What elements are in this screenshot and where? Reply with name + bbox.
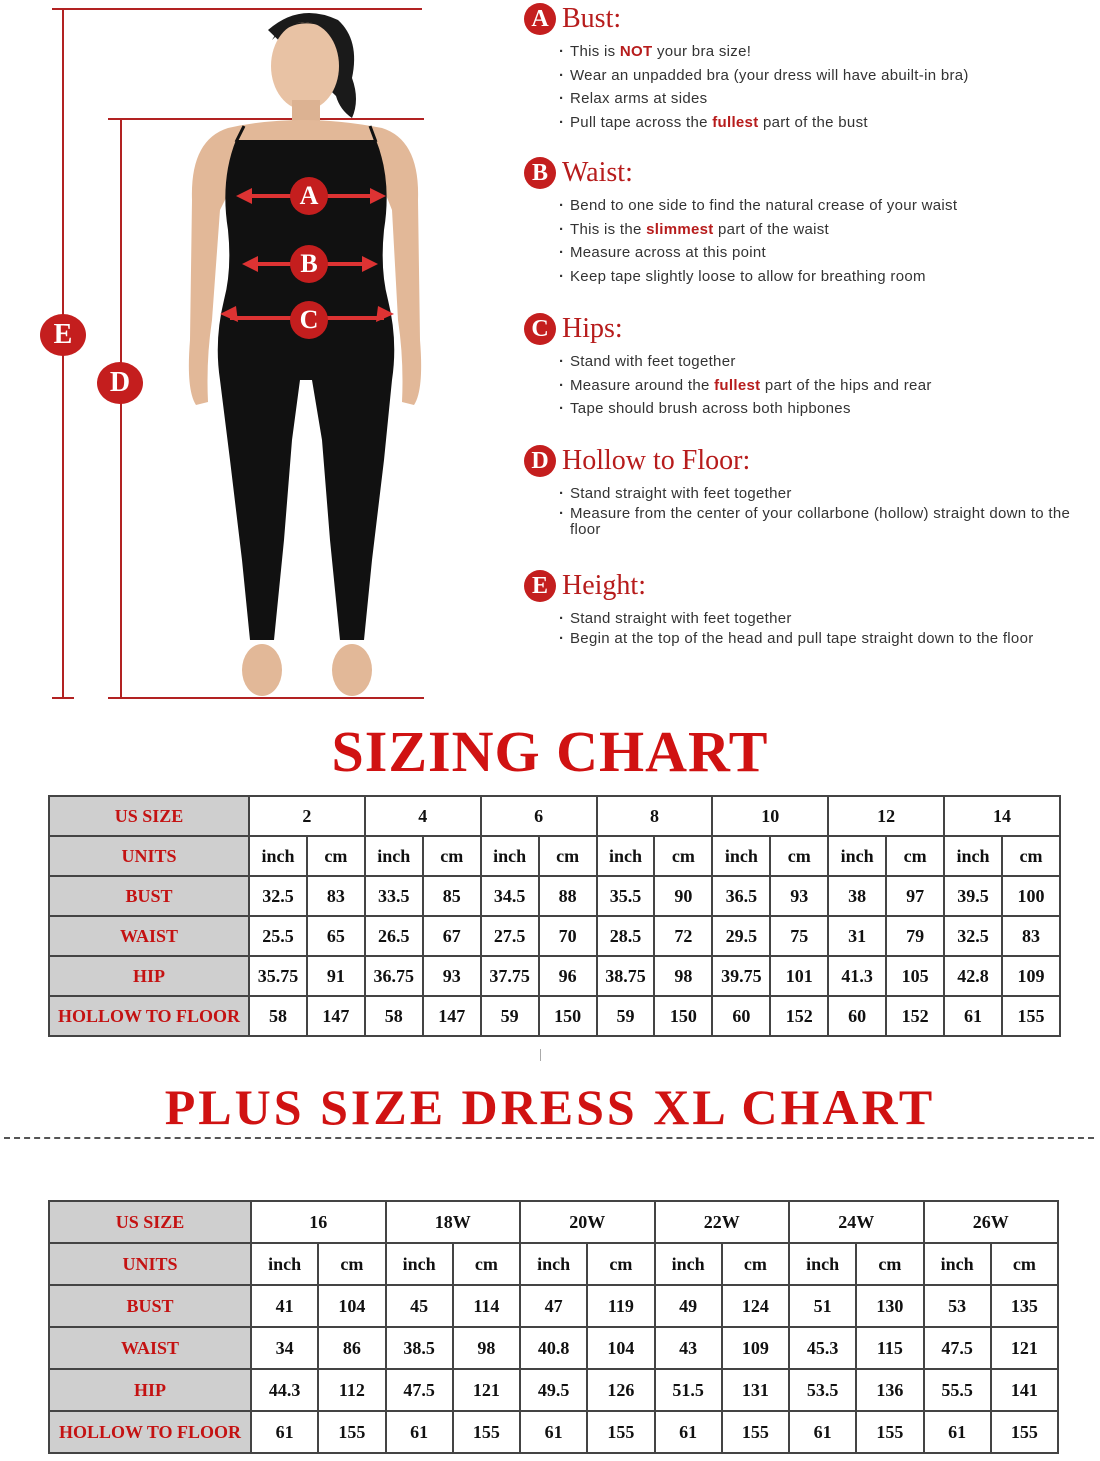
unit-inch: inch — [789, 1243, 856, 1285]
table-cell: 121 — [453, 1369, 520, 1411]
table-cell: 32.5 — [249, 876, 307, 916]
unit-cm: cm — [318, 1243, 385, 1285]
size-header: 6 — [481, 796, 597, 836]
section-badge: B — [524, 157, 556, 189]
table-row — [49, 796, 1060, 836]
table-cell: 97 — [886, 876, 944, 916]
table-cell: 28.5 — [597, 916, 655, 956]
instruction-item — [570, 350, 1089, 374]
instruction-item — [570, 218, 1089, 242]
table-cell: 40.8 — [520, 1327, 587, 1369]
table-cell: 141 — [991, 1369, 1058, 1411]
table-cell: 83 — [307, 876, 365, 916]
table-cell: 49 — [655, 1285, 722, 1327]
table-cell: 53.5 — [789, 1369, 856, 1411]
table-cell: 49.5 — [520, 1369, 587, 1411]
table-cell: 155 — [453, 1411, 520, 1453]
instruction-item — [570, 482, 1089, 506]
table-cell: 47.5 — [924, 1327, 991, 1369]
table-cell: 115 — [856, 1327, 923, 1369]
sizing-chart-title: SIZING CHART — [331, 719, 769, 784]
unit-inch: inch — [712, 836, 770, 876]
instruction-text: Tape should brush across both hipbones — [570, 400, 851, 417]
size-header: 4 — [365, 796, 481, 836]
unit-inch: inch — [520, 1243, 587, 1285]
table-cell: 59 — [481, 996, 539, 1036]
table-cell: 58 — [365, 996, 423, 1036]
table-cell: 155 — [991, 1411, 1058, 1453]
table-cell: 41 — [251, 1285, 318, 1327]
table-cell: 121 — [991, 1327, 1058, 1369]
table-cell: 47 — [520, 1285, 587, 1327]
instruction-item — [570, 40, 1089, 64]
marker-e: E — [40, 314, 86, 356]
table-cell: 91 — [307, 956, 365, 996]
table-cell: 38 — [828, 876, 886, 916]
table-cell: 101 — [770, 956, 828, 996]
unit-inch: inch — [481, 836, 539, 876]
table-row — [49, 836, 1060, 876]
table-row — [49, 1327, 1058, 1369]
table-cell: 60 — [712, 996, 770, 1036]
table-cell: 35.5 — [597, 876, 655, 916]
unit-cm: cm — [722, 1243, 789, 1285]
instruction-list — [524, 40, 1089, 134]
section-title: Height: — [562, 570, 646, 601]
plus-size-chart-table — [48, 1200, 1059, 1454]
instruction-list — [524, 607, 1089, 647]
table-cell: 67 — [423, 916, 481, 956]
instruction-text: Relax arms at sides — [570, 90, 708, 107]
table-row — [49, 1285, 1058, 1327]
table-cell: 38.5 — [386, 1327, 453, 1369]
table-row — [49, 1369, 1058, 1411]
table-cell: 150 — [539, 996, 597, 1036]
unit-cm: cm — [423, 836, 481, 876]
table-cell: 75 — [770, 916, 828, 956]
size-header: 10 — [712, 796, 828, 836]
table-row — [49, 876, 1060, 916]
unit-inch: inch — [828, 836, 886, 876]
table-cell: 136 — [856, 1369, 923, 1411]
row-header-us-size: US SIZE — [49, 796, 249, 836]
instruction-text: Measure around the — [570, 376, 715, 394]
measurement-figure — [0, 0, 500, 710]
table-cell: 126 — [587, 1369, 654, 1411]
instruction-text: Wear an unpadded bra (your dress will have abuilt-in bra) — [570, 66, 969, 84]
table-cell: 53 — [924, 1285, 991, 1327]
table-cell: 152 — [770, 996, 828, 1036]
table-cell: 60 — [828, 996, 886, 1036]
section-hollowtofloor — [524, 444, 1089, 542]
instruction-item — [570, 194, 1089, 218]
table-cell: 98 — [453, 1327, 520, 1369]
section-badge: A — [524, 3, 556, 35]
section-title: Waist: — [562, 157, 633, 188]
table-cell: 59 — [597, 996, 655, 1036]
row-header-bust: BUST — [49, 1285, 251, 1327]
table-cell: 51.5 — [655, 1369, 722, 1411]
highlight-text: slimmest — [646, 220, 714, 238]
instruction-text: part of the hips and rear — [760, 376, 932, 394]
size-header: 8 — [597, 796, 713, 836]
table-cell: 26.5 — [365, 916, 423, 956]
unit-cm: cm — [770, 836, 828, 876]
marker-a: A — [290, 177, 328, 215]
table-cell: 29.5 — [712, 916, 770, 956]
instruction-item — [570, 87, 1089, 111]
table-cell: 109 — [722, 1327, 789, 1369]
instruction-item — [570, 506, 1089, 538]
table-cell: 31 — [828, 916, 886, 956]
row-header-hollow-to-floor: HOLLOW TO FLOOR — [49, 1411, 251, 1453]
section-header — [524, 444, 1089, 478]
table-cell: 35.75 — [249, 956, 307, 996]
table-cell: 104 — [318, 1285, 385, 1327]
table-cell: 112 — [318, 1369, 385, 1411]
table-cell: 155 — [856, 1411, 923, 1453]
unit-cm: cm — [1002, 836, 1060, 876]
table-cell: 37.75 — [481, 956, 539, 996]
table-cell: 100 — [1002, 876, 1060, 916]
marker-c: C — [290, 301, 328, 339]
size-header: 16 — [251, 1201, 386, 1243]
unit-cm: cm — [587, 1243, 654, 1285]
instruction-text: Stand with feet together — [570, 353, 736, 370]
instruction-text: Measure across at this point — [570, 244, 766, 261]
table-cell: 45 — [386, 1285, 453, 1327]
table-cell: 105 — [886, 956, 944, 996]
table-cell: 51 — [789, 1285, 856, 1327]
separator-tick — [540, 1049, 541, 1061]
unit-inch: inch — [251, 1243, 318, 1285]
table-cell: 150 — [654, 996, 712, 1036]
instruction-item — [570, 607, 1089, 631]
table-cell: 147 — [307, 996, 365, 1036]
instruction-text: Keep tape slightly loose to allow for breathing room — [570, 267, 926, 285]
table-cell: 32.5 — [944, 916, 1002, 956]
section-hips — [524, 312, 1089, 421]
table-cell: 109 — [1002, 956, 1060, 996]
unit-cm: cm — [654, 836, 712, 876]
marker-d: D — [97, 362, 143, 404]
table-cell: 155 — [587, 1411, 654, 1453]
instruction-list — [524, 350, 1089, 421]
instruction-item — [570, 397, 1089, 421]
section-badge: E — [524, 570, 556, 602]
table-cell: 25.5 — [249, 916, 307, 956]
table-cell: 90 — [654, 876, 712, 916]
section-height — [524, 569, 1089, 651]
instruction-text: Measure from the center of your collarbone (hollow) straight down to the floor — [570, 504, 1071, 538]
unit-cm: cm — [539, 836, 597, 876]
section-badge: D — [524, 445, 556, 477]
instruction-item — [570, 631, 1089, 647]
unit-inch: inch — [365, 836, 423, 876]
table-cell: 114 — [453, 1285, 520, 1327]
table-cell: 36.75 — [365, 956, 423, 996]
table-cell: 155 — [1002, 996, 1060, 1036]
table-row — [49, 916, 1060, 956]
unit-cm: cm — [856, 1243, 923, 1285]
size-header: 12 — [828, 796, 944, 836]
instruction-item — [570, 111, 1089, 135]
unit-cm: cm — [307, 836, 365, 876]
sizing-chart-table — [48, 795, 1061, 1037]
instruction-text: This is — [570, 43, 620, 60]
table-row — [49, 1201, 1058, 1243]
table-cell: 147 — [423, 996, 481, 1036]
instruction-text: This is the — [570, 220, 647, 238]
table-cell: 34 — [251, 1327, 318, 1369]
row-header-hollow-to-floor: HOLLOW TO FLOOR — [49, 996, 249, 1036]
row-header-hip: HIP — [49, 956, 249, 996]
unit-cm: cm — [991, 1243, 1058, 1285]
section-header — [524, 312, 1089, 346]
table-cell: 155 — [722, 1411, 789, 1453]
section-header — [524, 156, 1089, 190]
row-header-units: UNITS — [49, 836, 249, 876]
section-waist — [524, 156, 1089, 288]
instruction-text: Stand straight with feet together — [570, 610, 792, 627]
table-cell: 119 — [587, 1285, 654, 1327]
table-cell: 98 — [654, 956, 712, 996]
section-title: Bust: — [562, 3, 622, 34]
table-cell: 93 — [770, 876, 828, 916]
table-cell: 36.5 — [712, 876, 770, 916]
unit-cm: cm — [886, 836, 944, 876]
table-cell: 61 — [520, 1411, 587, 1453]
table-row — [49, 956, 1060, 996]
instruction-text: Bend to one side to find the natural crease of your waist — [570, 197, 958, 214]
table-cell: 33.5 — [365, 876, 423, 916]
instruction-text: Pull tape across the — [570, 113, 713, 131]
section-badge: C — [524, 313, 556, 345]
instruction-text: Begin at the top of the head and pull tape straight down to the floor — [570, 629, 1034, 647]
size-header: 20W — [520, 1201, 655, 1243]
table-cell: 124 — [722, 1285, 789, 1327]
table-cell: 93 — [423, 956, 481, 996]
table-cell: 83 — [1002, 916, 1060, 956]
table-cell: 34.5 — [481, 876, 539, 916]
unit-inch: inch — [924, 1243, 991, 1285]
table-cell: 70 — [539, 916, 597, 956]
instruction-text: Stand straight with feet together — [570, 485, 792, 502]
woman-silhouette — [0, 0, 500, 710]
instruction-text: your bra size! — [652, 43, 752, 60]
table-cell: 104 — [587, 1327, 654, 1369]
table-cell: 152 — [886, 996, 944, 1036]
table-cell: 88 — [539, 876, 597, 916]
unit-inch: inch — [655, 1243, 722, 1285]
unit-inch: inch — [597, 836, 655, 876]
table-cell: 41.3 — [828, 956, 886, 996]
marker-b: B — [290, 245, 328, 283]
highlight-text: fullest — [712, 113, 759, 131]
table-cell: 72 — [654, 916, 712, 956]
instruction-item — [570, 374, 1089, 398]
dashed-divider — [4, 1137, 1094, 1139]
instruction-item — [570, 265, 1089, 289]
instruction-text: part of the bust — [758, 113, 868, 131]
instruction-item — [570, 64, 1089, 88]
table-cell: 47.5 — [386, 1369, 453, 1411]
instruction-text: part of the waist — [713, 220, 830, 238]
instruction-item — [570, 241, 1089, 265]
plus-size-chart-title: PLUS SIZE DRESS XL CHART — [164, 1079, 936, 1135]
table-cell: 55.5 — [924, 1369, 991, 1411]
table-cell: 86 — [318, 1327, 385, 1369]
table-cell: 38.75 — [597, 956, 655, 996]
table-cell: 58 — [249, 996, 307, 1036]
section-header — [524, 569, 1089, 603]
size-header: 14 — [944, 796, 1060, 836]
instruction-list — [524, 194, 1089, 288]
table-cell: 27.5 — [481, 916, 539, 956]
row-header-bust: BUST — [49, 876, 249, 916]
row-header-waist: WAIST — [49, 1327, 251, 1369]
table-cell: 131 — [722, 1369, 789, 1411]
size-header: 22W — [655, 1201, 790, 1243]
table-row — [49, 1411, 1058, 1453]
size-header: 18W — [386, 1201, 521, 1243]
unit-inch: inch — [944, 836, 1002, 876]
size-header: 2 — [249, 796, 365, 836]
table-cell: 61 — [944, 996, 1002, 1036]
table-cell: 61 — [924, 1411, 991, 1453]
highlight-text: NOT — [619, 43, 653, 60]
size-header: 24W — [789, 1201, 924, 1243]
table-cell: 85 — [423, 876, 481, 916]
table-row — [49, 996, 1060, 1036]
unit-inch: inch — [386, 1243, 453, 1285]
row-header-us-size: US SIZE — [49, 1201, 251, 1243]
table-cell: 43 — [655, 1327, 722, 1369]
table-cell: 44.3 — [251, 1369, 318, 1411]
table-cell: 155 — [318, 1411, 385, 1453]
table-cell: 39.75 — [712, 956, 770, 996]
highlight-text: fullest — [714, 376, 761, 394]
table-row — [49, 1243, 1058, 1285]
unit-cm: cm — [453, 1243, 520, 1285]
size-header: 26W — [924, 1201, 1059, 1243]
table-cell: 61 — [251, 1411, 318, 1453]
table-cell: 61 — [789, 1411, 856, 1453]
table-cell: 79 — [886, 916, 944, 956]
row-header-waist: WAIST — [49, 916, 249, 956]
row-header-hip: HIP — [49, 1369, 251, 1411]
table-cell: 135 — [991, 1285, 1058, 1327]
table-cell: 42.8 — [944, 956, 1002, 996]
unit-inch: inch — [249, 836, 307, 876]
section-header — [524, 2, 1089, 36]
row-header-units: UNITS — [49, 1243, 251, 1285]
table-cell: 65 — [307, 916, 365, 956]
table-cell: 96 — [539, 956, 597, 996]
table-cell: 61 — [386, 1411, 453, 1453]
section-title: Hollow to Floor: — [562, 445, 751, 476]
table-cell: 61 — [655, 1411, 722, 1453]
table-cell: 130 — [856, 1285, 923, 1327]
section-title: Hips: — [562, 313, 623, 344]
table-cell: 39.5 — [944, 876, 1002, 916]
instruction-list — [524, 482, 1089, 538]
section-bust — [524, 2, 1089, 134]
table-cell: 45.3 — [789, 1327, 856, 1369]
